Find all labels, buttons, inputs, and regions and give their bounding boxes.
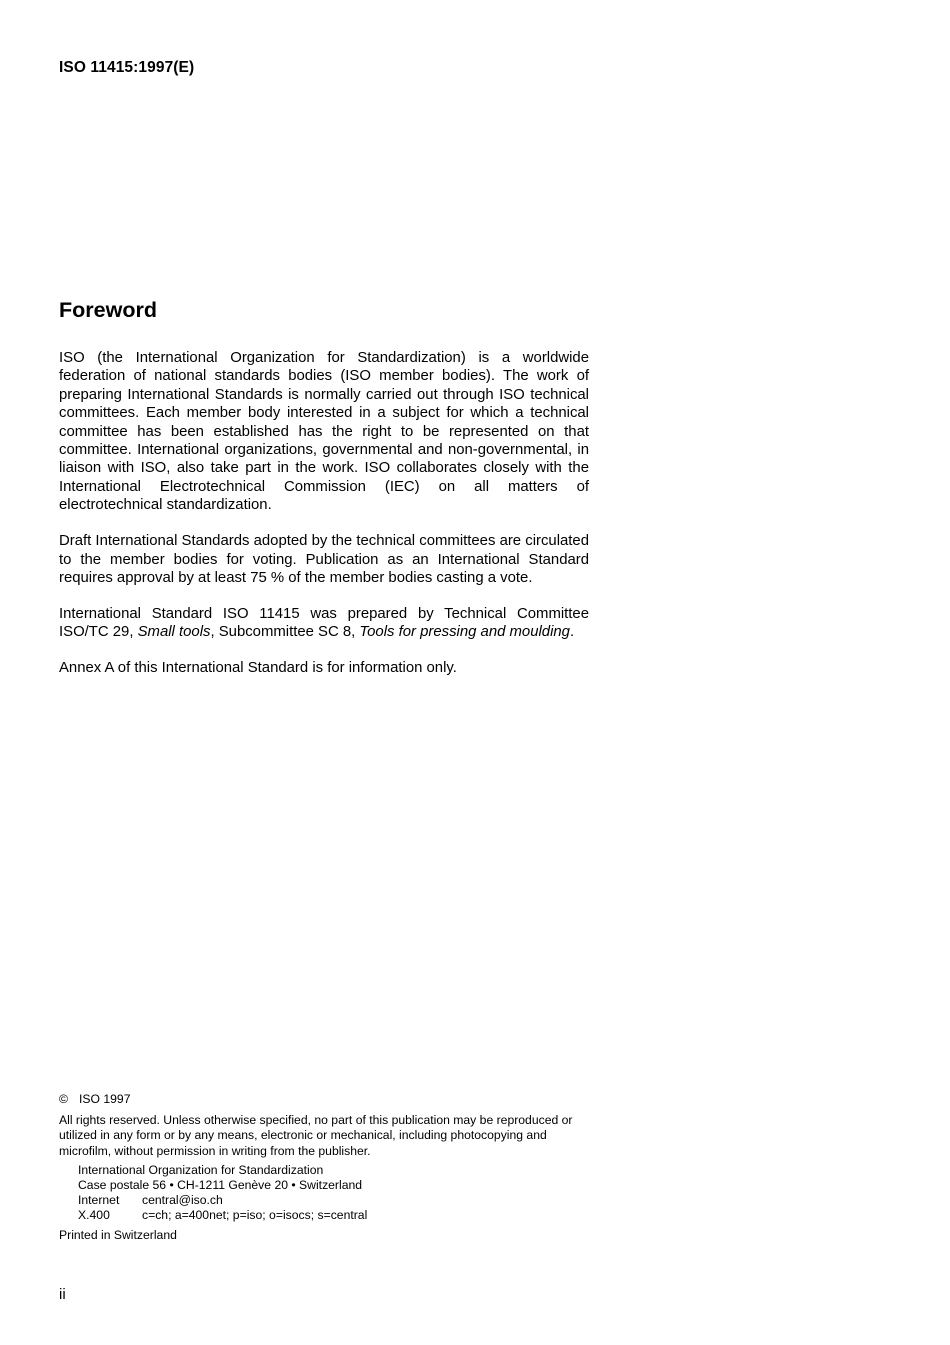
internet-row bbox=[78, 1193, 599, 1208]
copyright-block bbox=[59, 1092, 599, 1243]
foreword-paragraph-4: Annex A of this International Standard is for information only. bbox=[59, 660, 457, 677]
x400-label: X.400 bbox=[78, 1208, 110, 1223]
copyright-year: ISO 1997 bbox=[79, 1092, 131, 1106]
foreword-paragraph-2: Draft International Standards adopted by the technical committees are circulated to the member bodies for voting. Publication as an International Standard requires approval by at least 75 % of the member bodies casting a vote. bbox=[59, 533, 589, 587]
x400-value: c=ch; a=400net; p=iso; o=isocs; s=central bbox=[142, 1208, 368, 1223]
document-id-header: ISO 11415:1997(E) bbox=[59, 59, 195, 76]
foreword-title: Foreword bbox=[59, 298, 157, 322]
printed-location: Printed in Switzerland bbox=[59, 1227, 177, 1242]
subcommittee-title-italic: Tools for pressing and moulding bbox=[359, 624, 570, 641]
internet-value: central@iso.ch bbox=[142, 1193, 223, 1208]
publisher-address bbox=[59, 1163, 599, 1224]
x400-row bbox=[78, 1208, 599, 1223]
paragraph-3-text-2: , Subcommittee SC 8, bbox=[210, 624, 360, 641]
foreword-paragraph-1: ISO (the International Organization for Standardization) is a worldwide federation of national standards bodies (ISO member bodies). The work of preparing International Standards is normally carried out through ISO technical committees. Each member body interested in a subject for which a technical committee has been established has the right to be represented on that committee. International organizations, governmental and non-governmental, in liaison with ISO, also take part in the work. ISO collaborates closely with the International Electrotechnical Commission (IEC) on all matters of electrotechnical standardization. bbox=[59, 350, 589, 514]
page-number: ii bbox=[59, 1286, 66, 1303]
paragraph-3-text-1: International Standard ISO 11415 was prepared by Technical Committee ISO/TC 29, bbox=[59, 606, 589, 641]
foreword-paragraph-3 bbox=[59, 605, 589, 642]
copyright-line bbox=[59, 1092, 599, 1107]
postal-address: Case postale 56 • CH-1211 Genève 20 • Switzerland bbox=[78, 1178, 363, 1193]
foreword-body bbox=[59, 349, 589, 695]
paragraph-3-text-3: . bbox=[569, 624, 575, 641]
org-name: International Organization for Standardization bbox=[78, 1162, 324, 1177]
copyright-symbol: © bbox=[59, 1092, 68, 1106]
committee-title-italic: Small tools bbox=[137, 624, 211, 641]
rights-statement: All rights reserved. Unless otherwise specified, no part of this publication may be reproduced or utilized in any form or by any means, electronic or mechanical, including photocopying and microfilm, without permission in writing from the publisher. bbox=[59, 1113, 573, 1158]
internet-label: Internet bbox=[78, 1193, 120, 1208]
